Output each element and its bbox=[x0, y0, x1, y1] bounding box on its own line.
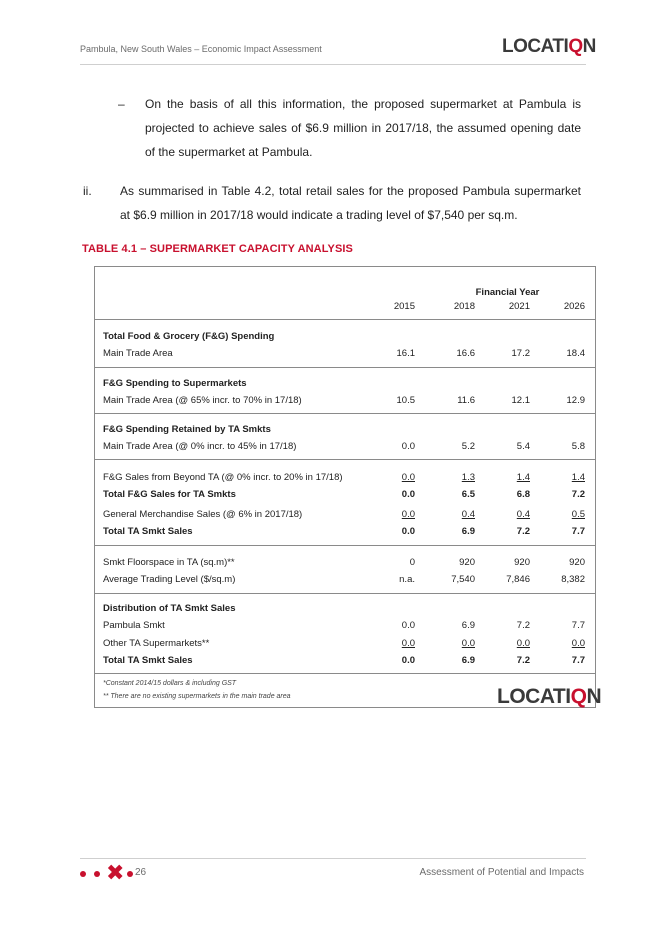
x-mark-icon: ✖ bbox=[106, 860, 125, 885]
table-title: TABLE 4.1 – SUPERMARKET CAPACITY ANALYSIS bbox=[82, 243, 353, 255]
cell: n.a. bbox=[399, 574, 415, 585]
table-row bbox=[95, 601, 595, 617]
row-label: Total F&G Sales for TA Smkts bbox=[103, 489, 236, 500]
supermarket-capacity-table bbox=[94, 266, 602, 708]
cell: 16.6 bbox=[456, 348, 475, 359]
cell: 6.9 bbox=[461, 620, 475, 631]
cell: 12.1 bbox=[511, 395, 530, 406]
table-divider bbox=[95, 545, 595, 546]
cell: 7.2 bbox=[516, 620, 530, 631]
bullet-paragraph: On the basis of all this information, the proposed supermarket at Pambula is projected to achieve sales of $6.9 million in 2017/18, the assumed opening date of the supermarket at Pambula. bbox=[145, 97, 581, 159]
row-label: Smkt Floorspace in TA (sq.m)** bbox=[103, 557, 235, 568]
cell: 0.0 bbox=[401, 472, 415, 483]
cell: 7,540 bbox=[451, 574, 475, 585]
row-label: Pambula Smkt bbox=[103, 620, 165, 631]
cell: 7.2 bbox=[516, 526, 530, 537]
table-row bbox=[95, 439, 595, 455]
table-divider bbox=[95, 413, 595, 414]
cell: 920 bbox=[569, 557, 585, 568]
cell: 0.0 bbox=[401, 526, 415, 537]
table-footnote: ** There are no existing supermarkets in the main trade area bbox=[103, 693, 291, 700]
cell: 920 bbox=[459, 557, 475, 568]
table-row bbox=[95, 653, 595, 669]
cell: 0.5 bbox=[571, 509, 585, 520]
footer-dot-icon bbox=[127, 871, 133, 877]
logo-text-a: LOCATI bbox=[502, 36, 569, 57]
table-row bbox=[95, 422, 595, 438]
table-footnote: *Constant 2014/15 dollars & including GST bbox=[103, 680, 237, 687]
cell: 5.4 bbox=[516, 441, 530, 452]
footer-dot-icon bbox=[80, 871, 86, 877]
row-label: General Merchandise Sales (@ 6% in 2017/18) bbox=[103, 509, 303, 520]
logo-text-n: N bbox=[586, 685, 602, 708]
cell: 0.0 bbox=[401, 638, 415, 649]
list-marker-ii: ii. bbox=[83, 184, 92, 198]
cell: 11.6 bbox=[457, 395, 475, 406]
row-label: Total TA Smkt Sales bbox=[103, 655, 193, 666]
cell: 6.9 bbox=[461, 526, 475, 537]
cell: 0 bbox=[409, 557, 415, 568]
document-header-title: Pambula, New South Wales – Economic Impact Assessment bbox=[80, 44, 322, 54]
cell: 1.4 bbox=[571, 472, 585, 483]
cell: 7.7 bbox=[571, 620, 585, 631]
year-2026: 2026 bbox=[563, 301, 585, 312]
table-row bbox=[95, 470, 595, 486]
cell: 0.0 bbox=[401, 655, 415, 666]
row-label: Main Trade Area (@ 0% incr. to 45% in 17/18) bbox=[103, 441, 297, 452]
row-label: F&G Spending to Supermarkets bbox=[103, 378, 247, 389]
header-divider bbox=[80, 64, 586, 65]
cell: 0.0 bbox=[401, 509, 415, 520]
logo-text-q: Q bbox=[570, 685, 587, 708]
row-label: F&G Spending Retained by TA Smkts bbox=[103, 424, 271, 435]
cell: 0.4 bbox=[516, 509, 530, 520]
cell: 1.3 bbox=[461, 472, 475, 483]
cell: 7.2 bbox=[516, 655, 530, 666]
locationiq-logo bbox=[502, 36, 596, 58]
year-2021: 2021 bbox=[508, 301, 530, 312]
cell: 5.8 bbox=[571, 441, 585, 452]
table-row bbox=[95, 376, 595, 392]
cell: 10.5 bbox=[396, 395, 415, 406]
cell: 1.4 bbox=[516, 472, 530, 483]
bullet-dash: – bbox=[118, 97, 125, 111]
cell: 6.8 bbox=[516, 489, 530, 500]
row-label: Main Trade Area (@ 65% incr. to 70% in 17/18) bbox=[103, 395, 302, 406]
cell: 0.0 bbox=[571, 638, 585, 649]
cell: 7.2 bbox=[571, 489, 585, 500]
cell: 16.1 bbox=[396, 348, 415, 359]
year-2018: 2018 bbox=[453, 301, 475, 312]
footer-divider bbox=[80, 858, 586, 859]
table-row bbox=[95, 507, 595, 523]
row-label: Distribution of TA Smkt Sales bbox=[103, 603, 236, 614]
cell: 0.0 bbox=[461, 638, 475, 649]
table-row bbox=[95, 329, 595, 345]
cell: 18.4 bbox=[566, 348, 585, 359]
cell: 0.0 bbox=[401, 441, 415, 452]
table-row bbox=[95, 555, 595, 571]
table-row bbox=[95, 393, 595, 409]
year-2015: 2015 bbox=[393, 301, 415, 312]
table-divider bbox=[95, 593, 595, 594]
footer-dot-icon bbox=[94, 871, 100, 877]
logo-text-a: LOCATI bbox=[497, 685, 571, 708]
cell: 0.0 bbox=[401, 489, 415, 500]
table-divider bbox=[95, 459, 595, 460]
row-label: Total Food & Grocery (F&G) Spending bbox=[103, 331, 275, 342]
cell: 12.9 bbox=[566, 395, 585, 406]
cell: 6.5 bbox=[461, 489, 475, 500]
table-row bbox=[95, 636, 595, 652]
table-row bbox=[95, 524, 595, 540]
row-label: F&G Sales from Beyond TA (@ 0% incr. to 20% in 17/18) bbox=[103, 472, 343, 483]
cell: 7.7 bbox=[571, 526, 585, 537]
cell: 0.4 bbox=[461, 509, 475, 520]
cell: 17.2 bbox=[511, 348, 530, 359]
page-number: 26 bbox=[135, 867, 147, 878]
logo-text-n: N bbox=[582, 36, 596, 57]
cell: 6.9 bbox=[461, 655, 475, 666]
logo-text-q: Q bbox=[568, 36, 583, 57]
locationiq-logo bbox=[497, 685, 601, 709]
cell: 920 bbox=[514, 557, 530, 568]
table-divider bbox=[95, 319, 595, 320]
footer-section-title: Assessment of Potential and Impacts bbox=[419, 867, 584, 878]
cell: 7.7 bbox=[571, 655, 585, 666]
year-header-row bbox=[95, 299, 595, 315]
cell: 0.0 bbox=[401, 620, 415, 631]
cell: 0.0 bbox=[516, 638, 530, 649]
row-label: Average Trading Level ($/sq.m) bbox=[103, 574, 236, 585]
table-divider bbox=[95, 673, 595, 674]
table-row bbox=[95, 487, 595, 503]
table-row bbox=[95, 618, 595, 634]
cell: 8,382 bbox=[561, 574, 585, 585]
list-paragraph-ii: As summarised in Table 4.2, total retail sales for the proposed Pambula supermarket at $6.9 million in 2017/18 would indicate a trading level of $7,540 per sq.m. bbox=[120, 184, 581, 222]
row-label: Other TA Supermarkets** bbox=[103, 638, 210, 649]
cell: 7,846 bbox=[506, 574, 530, 585]
table-row bbox=[95, 572, 595, 588]
row-label: Total TA Smkt Sales bbox=[103, 526, 193, 537]
table-row bbox=[95, 346, 595, 362]
row-label: Main Trade Area bbox=[103, 348, 173, 359]
table-divider bbox=[95, 367, 595, 368]
financial-year-header: Financial Year bbox=[475, 287, 540, 298]
cell: 5.2 bbox=[461, 441, 475, 452]
